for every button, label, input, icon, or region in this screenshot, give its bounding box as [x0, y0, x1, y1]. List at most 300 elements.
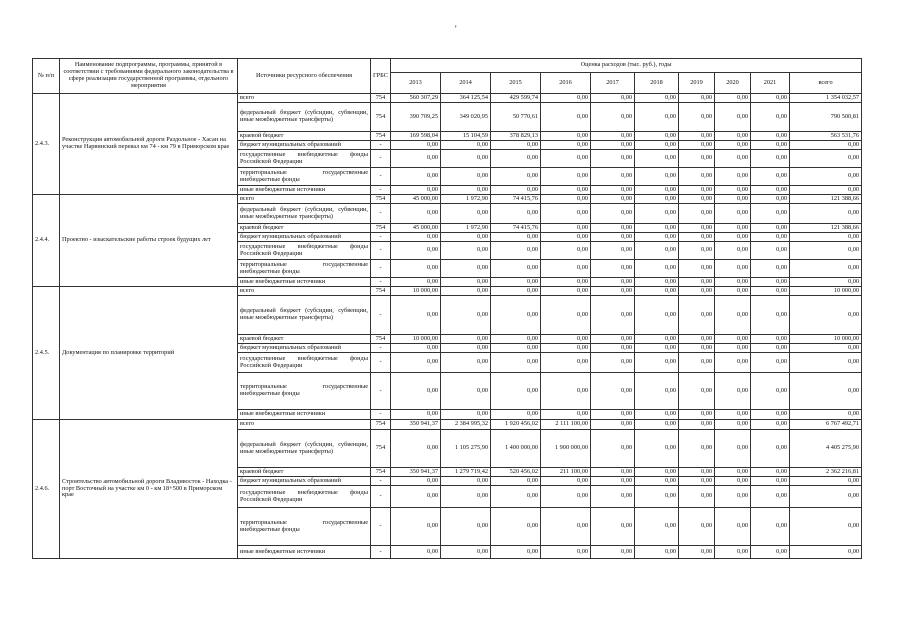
year-value: 0,00 [635, 430, 679, 468]
year-value: 0,00 [715, 233, 751, 242]
year-value: 0,00 [491, 486, 541, 508]
year-value: 0,00 [541, 150, 591, 168]
year-value: 0,00 [635, 224, 679, 233]
year-value: 0,00 [751, 546, 790, 559]
year-value: 0,00 [715, 287, 751, 296]
year-value: 0,00 [715, 477, 751, 486]
header-year: 2017 [591, 73, 635, 94]
total-value: 0,00 [790, 508, 862, 546]
total-value: 0,00 [790, 233, 862, 242]
year-value: 0,00 [715, 168, 751, 186]
year-value: 0,00 [679, 224, 715, 233]
source-label: краевой бюджет [238, 224, 371, 233]
year-value: 0,00 [635, 420, 679, 430]
year-value: 1 400 000,00 [491, 430, 541, 468]
year-value: 1 920 456,02 [491, 420, 541, 430]
total-value: 0,00 [790, 260, 862, 278]
year-value: 0,00 [441, 260, 491, 278]
grbs-code: 754 [371, 468, 391, 477]
grbs-code: 754 [371, 132, 391, 141]
year-value: 0,00 [679, 420, 715, 430]
year-value: 0,00 [751, 335, 790, 344]
year-value: 0,00 [441, 186, 491, 195]
year-value: 0,00 [491, 168, 541, 186]
year-value: 1 972,90 [441, 224, 491, 233]
source-label: иные внебюджетные источники [238, 410, 371, 420]
year-value: 0,00 [679, 287, 715, 296]
year-value: 378 829,13 [491, 132, 541, 141]
year-value: 0,00 [441, 242, 491, 260]
total-value: 6 767 492,71 [790, 420, 862, 430]
year-value: 0,00 [751, 150, 790, 168]
year-value: 0,00 [751, 132, 790, 141]
year-value: 429 599,74 [491, 94, 541, 103]
year-value: 0,00 [635, 486, 679, 508]
total-value: 0,00 [790, 486, 862, 508]
year-value: 0,00 [751, 260, 790, 278]
year-value: 0,00 [679, 260, 715, 278]
year-value: 0,00 [679, 233, 715, 242]
year-value: 0,00 [541, 486, 591, 508]
year-value: 0,00 [715, 508, 751, 546]
total-value: 2 362 216,81 [790, 468, 862, 477]
total-value: 563 531,76 [790, 132, 862, 141]
year-value: 0,00 [591, 195, 635, 204]
year-value: 0,00 [635, 344, 679, 353]
source-label: краевой бюджет [238, 132, 371, 141]
source-label: краевой бюджет [238, 335, 371, 344]
year-value: 45 000,00 [391, 224, 441, 233]
total-value: 10 000,00 [790, 287, 862, 296]
year-value: 0,00 [679, 508, 715, 546]
source-label: краевой бюджет [238, 468, 371, 477]
year-value: 0,00 [591, 233, 635, 242]
year-value: 0,00 [715, 430, 751, 468]
year-value: 0,00 [679, 373, 715, 410]
year-value: 0,00 [679, 546, 715, 559]
year-value: 0,00 [491, 373, 541, 410]
year-value: 0,00 [591, 186, 635, 195]
year-value: 0,00 [541, 233, 591, 242]
table-row [33, 287, 862, 296]
year-value: 0,00 [591, 141, 635, 150]
year-value: 45 000,00 [391, 195, 441, 204]
year-value: 0,00 [391, 486, 441, 508]
table-body [33, 94, 862, 559]
total-value: 790 500,81 [790, 103, 862, 132]
grbs-code: - [371, 486, 391, 508]
grbs-code: 754 [371, 287, 391, 296]
source-label: государственные внебюджетные фонды Российской Федерации [238, 242, 371, 260]
year-value: 0,00 [751, 242, 790, 260]
year-value: 0,00 [715, 296, 751, 335]
source-label: территориальные государственные внебюджетные фонды [238, 168, 371, 186]
table-row [33, 420, 862, 430]
year-value: 0,00 [751, 186, 790, 195]
year-value: 0,00 [541, 344, 591, 353]
year-value: 0,00 [635, 353, 679, 373]
year-value: 0,00 [635, 468, 679, 477]
year-value: 520 456,02 [491, 468, 541, 477]
year-value: 0,00 [715, 150, 751, 168]
year-value: 0,00 [679, 132, 715, 141]
year-value: 0,00 [715, 546, 751, 559]
total-value: 10 000,00 [790, 335, 862, 344]
year-value: 0,00 [491, 242, 541, 260]
year-value: 0,00 [541, 103, 591, 132]
year-value: 0,00 [715, 260, 751, 278]
year-value: 1 972,90 [441, 195, 491, 204]
year-value: 0,00 [541, 335, 591, 344]
item-name: Реконструкция автомобильной дороги Раздольное - Хасан на участке Нарвинский перевал км 74 - км 79 в Приморском крае [60, 94, 238, 195]
year-value: 0,00 [591, 204, 635, 224]
year-value: 0,00 [541, 373, 591, 410]
source-label: всего [238, 420, 371, 430]
year-value: 74 415,76 [491, 195, 541, 204]
total-value: 0,00 [790, 150, 862, 168]
grbs-code: - [371, 168, 391, 186]
year-value: 0,00 [491, 410, 541, 420]
year-value: 0,00 [541, 242, 591, 260]
year-value: 0,00 [635, 296, 679, 335]
year-value: 169 598,04 [391, 132, 441, 141]
grbs-code: - [371, 296, 391, 335]
year-value: 0,00 [635, 186, 679, 195]
source-label: государственные внебюджетные фонды Российской Федерации [238, 353, 371, 373]
year-value: 0,00 [715, 103, 751, 132]
year-value: 0,00 [751, 195, 790, 204]
source-label: федеральный бюджет (субсидии, субвенции, иные межбюджетные трансферты) [238, 204, 371, 224]
total-value: 0,00 [790, 477, 862, 486]
item-name: Проектно - изыскательские работы строек будущих лет [60, 195, 238, 287]
header-year: 2013 [391, 73, 441, 94]
source-label: всего [238, 287, 371, 296]
year-value: 0,00 [591, 546, 635, 559]
year-value: 0,00 [541, 278, 591, 287]
year-value: 0,00 [751, 287, 790, 296]
year-value: 0,00 [541, 353, 591, 373]
year-value: 0,00 [715, 468, 751, 477]
year-value: 0,00 [591, 94, 635, 103]
grbs-code: - [371, 260, 391, 278]
item-name: Документация по планировке территорий [60, 287, 238, 420]
year-value: 0,00 [635, 477, 679, 486]
year-value: 0,00 [441, 296, 491, 335]
source-label: федеральный бюджет (субсидии, субвенции, иные межбюджетные трансферты) [238, 296, 371, 335]
year-value: 0,00 [715, 353, 751, 373]
year-value: 0,00 [679, 344, 715, 353]
year-value: 364 125,54 [441, 94, 491, 103]
total-value: 0,00 [790, 410, 862, 420]
year-value: 0,00 [715, 373, 751, 410]
source-label: федеральный бюджет (субсидии, субвенции, иные межбюджетные трансферты) [238, 103, 371, 132]
year-value: 0,00 [715, 344, 751, 353]
year-value: 0,00 [679, 477, 715, 486]
scan-mark: ' [455, 24, 457, 34]
year-value: 0,00 [541, 546, 591, 559]
total-value: 0,00 [790, 353, 862, 373]
grbs-code: - [371, 373, 391, 410]
year-value: 0,00 [441, 546, 491, 559]
year-value: 0,00 [391, 168, 441, 186]
source-label: федеральный бюджет (субсидии, субвенции, иные межбюджетные трансферты) [238, 430, 371, 468]
year-value: 0,00 [679, 94, 715, 103]
total-value: 0,00 [790, 186, 862, 195]
year-value: 0,00 [391, 242, 441, 260]
total-value: 121 388,66 [790, 195, 862, 204]
year-value: 0,00 [591, 132, 635, 141]
year-value: 0,00 [491, 141, 541, 150]
total-value: 0,00 [790, 242, 862, 260]
year-value: 0,00 [751, 103, 790, 132]
source-label: бюджет муниципальных образований [238, 141, 371, 150]
table-row [33, 94, 862, 103]
year-value: 0,00 [591, 150, 635, 168]
grbs-code: 754 [371, 94, 391, 103]
year-value: 0,00 [591, 410, 635, 420]
grbs-code: - [371, 546, 391, 559]
year-value: 0,00 [391, 150, 441, 168]
year-value: 0,00 [751, 224, 790, 233]
year-value: 0,00 [541, 94, 591, 103]
year-value: 0,00 [391, 344, 441, 353]
total-value: 0,00 [790, 296, 862, 335]
year-value: 0,00 [441, 344, 491, 353]
year-value: 0,00 [591, 353, 635, 373]
year-value: 10 000,00 [391, 335, 441, 344]
year-value: 0,00 [541, 410, 591, 420]
year-value: 0,00 [391, 373, 441, 410]
year-value: 0,00 [591, 287, 635, 296]
year-value: 0,00 [541, 204, 591, 224]
year-value: 0,00 [751, 94, 790, 103]
year-value: 0,00 [635, 103, 679, 132]
year-value: 0,00 [541, 168, 591, 186]
year-value: 0,00 [391, 508, 441, 546]
header-num: № п/п [33, 59, 60, 94]
grbs-code: - [371, 141, 391, 150]
year-value: 0,00 [491, 353, 541, 373]
header-grbs: ГРБС [371, 59, 391, 94]
year-value: 0,00 [391, 260, 441, 278]
year-value: 0,00 [635, 141, 679, 150]
year-value: 0,00 [541, 186, 591, 195]
year-value: 0,00 [751, 233, 790, 242]
grbs-code: 754 [371, 224, 391, 233]
source-label: всего [238, 195, 371, 204]
source-label: иные внебюджетные источники [238, 186, 371, 195]
year-value: 0,00 [391, 410, 441, 420]
grbs-code: - [371, 233, 391, 242]
year-value: 0,00 [541, 132, 591, 141]
year-value: 0,00 [679, 186, 715, 195]
year-value: 0,00 [751, 468, 790, 477]
year-value: 0,00 [679, 204, 715, 224]
year-value: 0,00 [591, 344, 635, 353]
year-value: 0,00 [715, 94, 751, 103]
item-number: 2.4.6. [33, 420, 60, 559]
year-value: 0,00 [491, 477, 541, 486]
year-value: 0,00 [679, 168, 715, 186]
grbs-code: - [371, 278, 391, 287]
year-value: 0,00 [591, 242, 635, 260]
year-value: 0,00 [751, 420, 790, 430]
header-year: 2020 [715, 73, 751, 94]
total-value: 0,00 [790, 141, 862, 150]
year-value: 0,00 [715, 335, 751, 344]
source-label: иные внебюджетные источники [238, 546, 371, 559]
item-number: 2.4.5. [33, 287, 60, 420]
year-value: 1 900 000,00 [541, 430, 591, 468]
header-year: 2018 [635, 73, 679, 94]
year-value: 0,00 [715, 141, 751, 150]
year-value: 0,00 [679, 278, 715, 287]
year-value: 350 941,37 [391, 468, 441, 477]
year-value: 0,00 [491, 150, 541, 168]
year-value: 350 941,37 [391, 420, 441, 430]
year-value: 0,00 [591, 430, 635, 468]
item-number: 2.4.4. [33, 195, 60, 287]
year-value: 0,00 [441, 287, 491, 296]
year-value: 0,00 [441, 168, 491, 186]
year-value: 0,00 [391, 186, 441, 195]
year-value: 0,00 [751, 204, 790, 224]
year-value: 0,00 [441, 233, 491, 242]
year-value: 0,00 [491, 296, 541, 335]
year-value: 0,00 [541, 260, 591, 278]
year-value: 0,00 [541, 477, 591, 486]
header-total: всего [790, 73, 862, 94]
year-value: 0,00 [635, 335, 679, 344]
year-value: 0,00 [715, 204, 751, 224]
year-value: 0,00 [679, 335, 715, 344]
year-value: 0,00 [541, 296, 591, 335]
total-value: 1 354 032,57 [790, 94, 862, 103]
source-label: территориальные государственные внебюджетные фонды [238, 373, 371, 410]
year-value: 0,00 [751, 296, 790, 335]
year-value: 0,00 [491, 335, 541, 344]
year-value: 0,00 [635, 150, 679, 168]
table-row [33, 195, 862, 204]
year-value: 0,00 [679, 242, 715, 260]
year-value: 0,00 [591, 420, 635, 430]
source-label: бюджет муниципальных образований [238, 477, 371, 486]
year-value: 0,00 [391, 141, 441, 150]
grbs-code: - [371, 242, 391, 260]
year-value: 0,00 [591, 468, 635, 477]
year-value: 0,00 [491, 186, 541, 195]
source-label: иные внебюджетные источники [238, 278, 371, 287]
year-value: 0,00 [541, 195, 591, 204]
year-value: 2 384 995,32 [441, 420, 491, 430]
year-value: 0,00 [441, 410, 491, 420]
year-value: 0,00 [441, 486, 491, 508]
source-label: государственные внебюджетные фонды Российской Федерации [238, 150, 371, 168]
header-year: 2019 [679, 73, 715, 94]
year-value: 0,00 [635, 132, 679, 141]
year-value: 0,00 [751, 373, 790, 410]
grbs-code: 754 [371, 430, 391, 468]
year-value: 0,00 [635, 410, 679, 420]
year-value: 0,00 [491, 260, 541, 278]
grbs-code: 754 [371, 420, 391, 430]
year-value: 0,00 [441, 204, 491, 224]
source-label: бюджет муниципальных образований [238, 233, 371, 242]
year-value: 0,00 [635, 168, 679, 186]
year-value: 0,00 [635, 278, 679, 287]
year-value: 0,00 [751, 141, 790, 150]
year-value: 0,00 [391, 353, 441, 373]
header-year: 2016 [541, 73, 591, 94]
item-number: 2.4.3. [33, 94, 60, 195]
total-value: 0,00 [790, 168, 862, 186]
year-value: 0,00 [635, 260, 679, 278]
year-value: 0,00 [491, 204, 541, 224]
grbs-code: 754 [371, 335, 391, 344]
year-value: 0,00 [591, 508, 635, 546]
year-value: 0,00 [679, 141, 715, 150]
table-header [33, 59, 862, 94]
year-value: 0,00 [679, 468, 715, 477]
grbs-code: - [371, 186, 391, 195]
year-value: 0,00 [679, 353, 715, 373]
grbs-code: 754 [371, 195, 391, 204]
year-value: 0,00 [591, 335, 635, 344]
year-value: 0,00 [679, 103, 715, 132]
year-value: 0,00 [441, 335, 491, 344]
year-value: 0,00 [751, 430, 790, 468]
year-value: 0,00 [591, 260, 635, 278]
year-value: 0,00 [751, 353, 790, 373]
year-value: 0,00 [715, 186, 751, 195]
year-value: 0,00 [391, 546, 441, 559]
year-value: 211 100,00 [541, 468, 591, 477]
year-value: 0,00 [751, 477, 790, 486]
total-value: 0,00 [790, 204, 862, 224]
grbs-code: - [371, 353, 391, 373]
year-value: 0,00 [715, 278, 751, 287]
year-value: 0,00 [541, 141, 591, 150]
year-value: 0,00 [391, 296, 441, 335]
year-value: 0,00 [491, 287, 541, 296]
header-estimate: Оценка расходов (тыс. руб.), годы [391, 59, 862, 73]
year-value: 0,00 [591, 296, 635, 335]
grbs-code: - [371, 410, 391, 420]
year-value: 0,00 [715, 420, 751, 430]
year-value: 0,00 [751, 278, 790, 287]
year-value: 0,00 [715, 224, 751, 233]
year-value: 0,00 [751, 168, 790, 186]
year-value: 0,00 [715, 486, 751, 508]
total-value: 4 405 275,90 [790, 430, 862, 468]
header-source: Источники ресурсного обеспечения [238, 59, 371, 94]
year-value: 0,00 [635, 287, 679, 296]
year-value: 0,00 [391, 278, 441, 287]
year-value: 0,00 [591, 373, 635, 410]
year-value: 0,00 [635, 195, 679, 204]
year-value: 0,00 [635, 94, 679, 103]
year-value: 0,00 [491, 344, 541, 353]
year-value: 0,00 [635, 242, 679, 260]
year-value: 0,00 [751, 410, 790, 420]
year-value: 0,00 [679, 430, 715, 468]
year-value: 0,00 [441, 278, 491, 287]
year-value: 15 104,59 [441, 132, 491, 141]
year-value: 0,00 [441, 373, 491, 410]
year-value: 0,00 [391, 204, 441, 224]
grbs-code: - [371, 508, 391, 546]
header-year: 2014 [441, 73, 491, 94]
